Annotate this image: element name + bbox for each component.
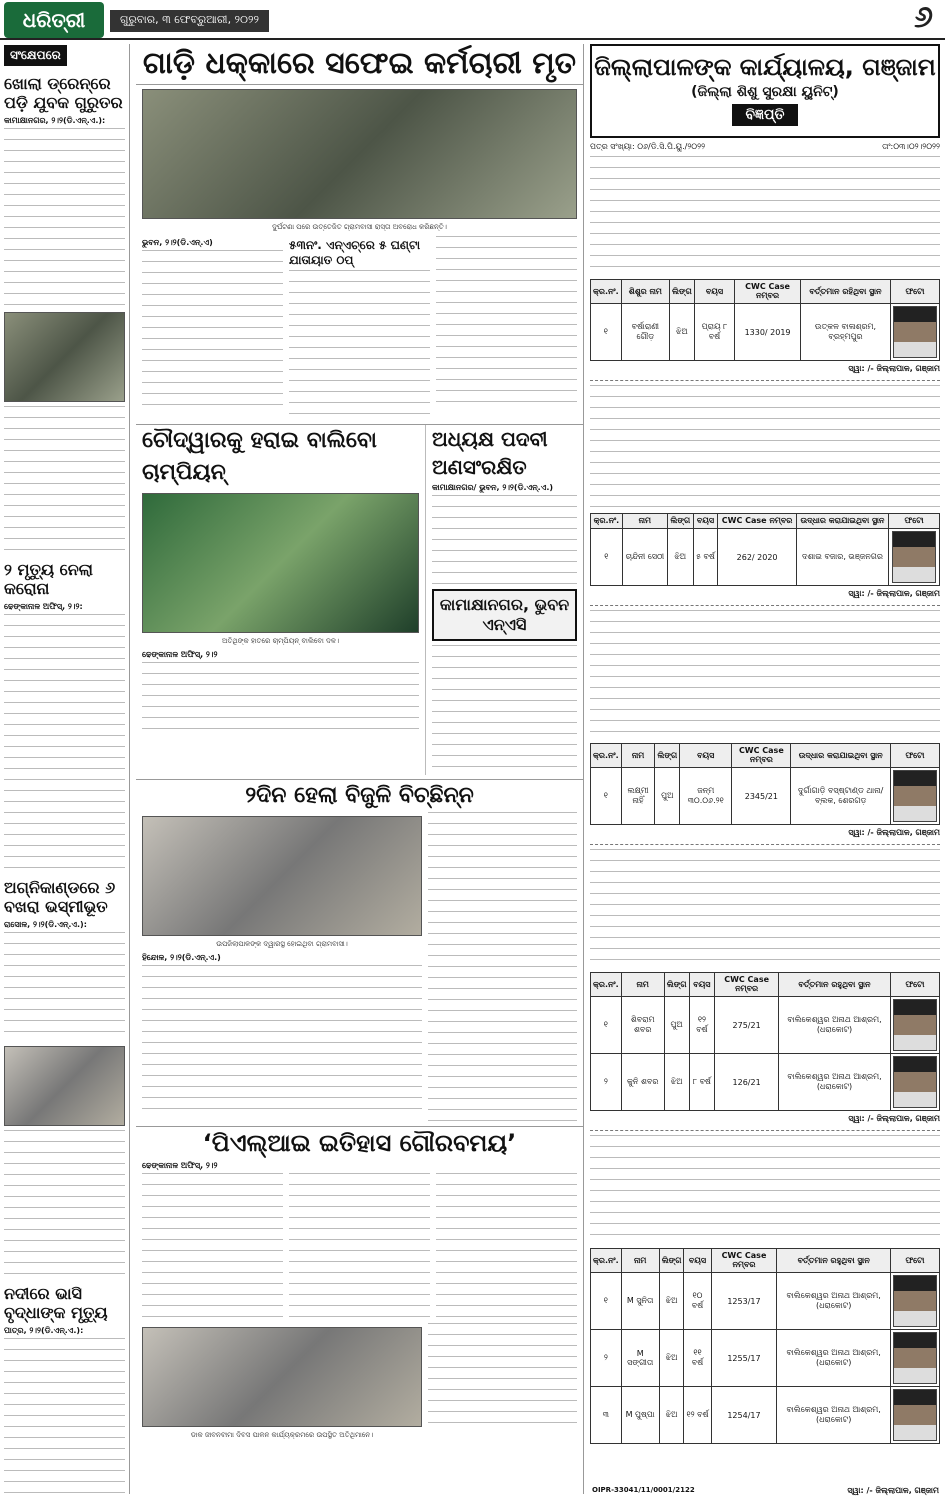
brief-2-dateline: ଢେଙ୍କାନାଳ ଅଫିସ୍‌, ୨।୨:	[4, 602, 83, 611]
photo-cell	[890, 997, 939, 1054]
table-cell: ଜନ୍ମ ୩୦.୦୬.୨୧	[680, 768, 732, 825]
table-row	[591, 529, 940, 586]
table-header-cell: ନାମ	[621, 744, 655, 768]
table-row	[591, 304, 940, 361]
table-cell: ଶିବରାମ ଶବର	[621, 997, 664, 1054]
photo-cell	[890, 1054, 939, 1111]
table-header-cell: ଲିଙ୍ଗ	[667, 514, 693, 529]
pli-dateline: ଢେଙ୍କାନାଳ ଅଫିସ୍‌, ୨।୨	[142, 1161, 218, 1170]
child-photo	[893, 306, 937, 358]
table-cell: ବର୍ଷାରାଣୀ ଗୌଡ଼	[621, 304, 669, 361]
child-photo	[893, 1332, 937, 1384]
photo-cell	[889, 529, 940, 586]
table-header-cell: ଶିଶୁର ନାମ	[621, 280, 669, 304]
brief-3-photo	[4, 1046, 125, 1126]
briefs-tag: ସଂକ୍ଷେପରେ	[4, 45, 67, 66]
table-row	[591, 1387, 940, 1444]
table-cell: ୩	[591, 1387, 622, 1444]
notice-sign-1: ସ୍ୱା: /- ଜିଲ୍ଲାପାଳ, ଗଞ୍ଜାମ	[848, 364, 940, 373]
table-header-cell: ବୟସ	[693, 514, 718, 529]
table-cell: ପ୍ରାୟ ୮ ବର୍ଷ	[694, 304, 734, 361]
brief-4-body	[4, 1338, 125, 1494]
chair-body-1	[432, 495, 577, 585]
table-header-cell: ବର୍ତ୍ତମାନ ରହୁଥିବା ସ୍ଥାନ	[777, 1249, 891, 1273]
brief-3-dateline: ରାସୋଳ, ୨।୨(ଡି.ଏନ୍‌.ଏ.):	[4, 920, 87, 929]
table-header-cell: ଲିଙ୍ଗ	[659, 1249, 684, 1273]
table-cell: 275/21	[715, 997, 779, 1054]
table-cell: M ସଙ୍ଗୀତା	[621, 1330, 659, 1387]
table-header-cell: CWC Case ନମ୍ବର	[732, 744, 791, 768]
table-row	[591, 1273, 940, 1330]
power-dateline: ହିନ୍ଦୋଳ, ୨।୨(ଡି.ଏନ୍‌.ଏ.)	[142, 953, 221, 962]
photo-cell	[890, 1273, 939, 1330]
sport-headline: ଚୌଦ୍ୱାରକୁ ହରାଇ ବାଲିବୋ ଚାମ୍ପିୟନ୍‌	[142, 428, 377, 485]
table-row	[591, 997, 940, 1054]
power-headline: ୨ଦିନ ହେଲା ବିଜୁଳି ବିଚ୍ଛିନ୍ନ	[245, 783, 474, 808]
table-header-cell: ଫଟୋ	[889, 514, 940, 529]
table-cell: ଝିଅ	[670, 304, 695, 361]
table-cell: ୧୦ ବର୍ଷ	[684, 1273, 711, 1330]
power-photo	[142, 816, 422, 936]
table-row	[591, 1330, 940, 1387]
child-table-2	[590, 513, 940, 586]
left-brief-column	[4, 44, 130, 1494]
table-cell: ୧୨ ବର୍ଷ	[689, 997, 715, 1054]
lead-body-1	[142, 250, 283, 410]
table-cell: ୮ ବର୍ଷ	[689, 1054, 715, 1111]
table-cell: 2345/21	[732, 768, 791, 825]
child-photo	[892, 531, 936, 583]
table-cell: କୁନି ଶବର	[621, 1054, 664, 1111]
lead-caption: ଦୁର୍ଘଟଣା ପରେ ଉତ୍ତେଜିତ ଗ୍ରାମବାସୀ ରାସ୍ତା ଅବରୋଧ କରିଛନ୍ତି।	[272, 223, 447, 231]
notice-ref-date: ତାଂ:୦୩।୦୨।୨୦୨୨	[882, 142, 940, 151]
notice-title: ଜିଲ୍ଲାପାଳଙ୍କ କାର୍ଯ୍ୟାଳୟ, ଗଞ୍ଜାମ	[594, 53, 936, 81]
table-header-cell: ଉଦ୍ଧାର କରାଯାଇଥିବା ସ୍ଥାନ	[796, 514, 888, 529]
collector-notice	[590, 44, 940, 1494]
notice-para-1	[590, 156, 940, 276]
table-header-cell: ଫଟୋ	[890, 973, 939, 997]
table-cell: ଝିଅ	[664, 1054, 689, 1111]
notice-para-4	[590, 849, 940, 969]
notice-sign-2: ସ୍ୱା: /- ଜିଲ୍ଲାପାଳ, ଗଞ୍ଜାମ	[848, 589, 940, 598]
notice-separator	[590, 380, 940, 381]
table-cell: 262/ 2020	[718, 529, 796, 586]
table-header-cell: CWC Case ନମ୍ବର	[711, 1249, 777, 1273]
child-photo	[893, 999, 937, 1051]
table-header-cell: ଲିଙ୍ଗ	[655, 744, 680, 768]
lead-headline: ଗାଡ଼ି ଧକ୍କାରେ ସଫେଇ କର୍ମଚାରୀ ମୃତ	[136, 44, 583, 85]
table-header-cell: କ୍ର.ନଂ.	[591, 514, 623, 529]
issue-date: ଗୁରୁବାର, ୩ ଫେବ୍ରୁଆରୀ, ୨୦୨୨	[110, 10, 269, 32]
oipr-code: OIPR-33041/11/0001/2122	[592, 1486, 695, 1494]
table-cell: ବାଲିକେଶ୍ୱର ଅନାଥ ଆଶ୍ରମ, (ଧରାକୋଟ)	[778, 997, 890, 1054]
brief-3-body	[4, 932, 125, 1042]
chair-dateline: କାମାକ୍ଷାନଗର/ ଭୁବନ, ୨।୨(ଡି.ଏନ୍‌.ଏ.)	[432, 483, 554, 492]
table-cell: ଝିଅ	[659, 1387, 684, 1444]
masthead	[0, 0, 945, 40]
brief-1-dateline: କାମାକ୍ଷାନଗର, ୨।୨(ଡି.ଏନ୍‌.ଏ.):	[4, 116, 106, 125]
table-header-cell: ନାମ	[622, 514, 667, 529]
table-header-cell: ବୟସ	[680, 744, 732, 768]
notice-separator	[590, 844, 940, 845]
notice-para-5	[590, 1135, 940, 1245]
pli-body-4	[428, 1323, 577, 1433]
table-cell: ୧	[591, 768, 622, 825]
table-cell: ୧	[591, 997, 622, 1054]
power-body-2	[428, 812, 577, 1122]
table-header-cell: ନାମ	[621, 1249, 659, 1273]
table-cell: 1254/17	[711, 1387, 777, 1444]
table-header-cell: ଫଟୋ	[890, 280, 939, 304]
table-header-cell: ବର୍ତ୍ତମାନ ରହୁଥିବା ସ୍ଥାନ	[778, 973, 890, 997]
sport-caption: ଅତିଥିଙ୍କ ହାତରେ ଚାମ୍ପିୟନ୍‌ ବାଲିବୋ ଦଳ।	[221, 637, 340, 645]
table-header-cell: କ୍ର.ନଂ.	[591, 973, 622, 997]
pli-body-1	[142, 1173, 283, 1323]
photo-cell	[890, 768, 939, 825]
table-cell: ବାଲିକେଶ୍ୱର ଅନାଥ ଆଶ୍ରମ, (ଧରାକୋଟ)	[778, 1054, 890, 1111]
table-header-cell: କ୍ର.ନଂ.	[591, 280, 622, 304]
table-cell: ୨	[591, 1330, 622, 1387]
middle-news-column	[136, 44, 584, 1494]
table-header-cell: କ୍ର.ନଂ.	[591, 744, 622, 768]
sport-photo	[142, 493, 419, 633]
notice-ref-number: ପତ୍ର ସଂଖ୍ୟା: ୦୬/ଡି.ସି.ପି.ୟୁ./୨୦୨୨	[590, 142, 706, 151]
notice-separator	[590, 605, 940, 606]
brief-2-body	[4, 614, 125, 874]
brief-1-photo	[4, 312, 125, 402]
table-header-cell: CWC Case ନମ୍ବର	[715, 973, 779, 997]
child-table-4	[590, 972, 940, 1111]
table-cell: 1253/17	[711, 1273, 777, 1330]
table-cell: 1330/ 2019	[735, 304, 801, 361]
chair-subhead: କାମାକ୍ଷାନଗର, ଭୁବନ ଏନ୍‌ଏସି	[432, 589, 577, 641]
notice-para-2	[590, 385, 940, 510]
pli-photo	[142, 1327, 422, 1427]
table-header-cell: ବୟସ	[694, 280, 734, 304]
table-cell: ବାଲିକେଶ୍ୱର ଅନାଥ ଆଶ୍ରମ, (ଧରାକୋଟ)	[777, 1330, 891, 1387]
child-photo	[893, 1056, 937, 1108]
table-header-cell: ଉଦ୍ଧାର କରାଯାଇଥିବା ସ୍ଥାନ	[791, 744, 891, 768]
table-header-cell: ବୟସ	[684, 1249, 711, 1273]
table-header-cell: ଫଟୋ	[890, 744, 939, 768]
notice-badge: ବିଜ୍ଞପ୍ତି	[732, 104, 799, 126]
brief-1-body-cont	[4, 406, 125, 556]
lead-dateline: ଭୁବନ, ୨।୨(ଡି.ଏନ୍‌.ଏ)	[142, 238, 213, 247]
table-header-cell: ବୟସ	[689, 973, 715, 997]
notice-subtitle: (ଜିଲ୍ଲା ଶିଶୁ ସୁରକ୍ଷା ୟୁନିଟ୍‌)	[691, 84, 839, 100]
table-cell: ବାଲିକେଶ୍ୱର ଅନାଥ ଆଶ୍ରମ, (ଧରାକୋଟ)	[777, 1387, 891, 1444]
child-table-1	[590, 279, 940, 361]
table-cell: ୨	[591, 1054, 622, 1111]
table-header-cell: ବର୍ତ୍ତମାନ ରହିଥିବା ସ୍ଥାନ	[800, 280, 890, 304]
pli-body-2	[289, 1173, 430, 1323]
table-cell: 126/21	[715, 1054, 779, 1111]
brief-4-title: ନଦୀରେ ଭାସି ବୃଦ୍ଧାଙ୍କ ମୃତ୍ୟୁ	[4, 1284, 108, 1322]
table-header-cell: CWC Case ନମ୍ବର	[718, 514, 796, 529]
table-cell: ୧	[591, 529, 623, 586]
photo-cell	[890, 1330, 939, 1387]
table-cell: ପୁଅ	[655, 768, 680, 825]
table-cell: 1255/17	[711, 1330, 777, 1387]
table-cell: ପୁଅ	[664, 997, 689, 1054]
child-photo	[893, 1389, 937, 1441]
brief-2-title: ୨ ମୃତ୍ୟୁ ନେଲା କରୋନା	[4, 560, 93, 598]
notice-para-3	[590, 610, 940, 740]
table-cell: ଦଶାଇ ବଜାର, ଭଞ୍ଜନଗର	[796, 529, 888, 586]
table-header-cell: କ୍ର.ନଂ.	[591, 1249, 622, 1273]
table-cell: ୧୨ ବର୍ଷ	[684, 1387, 711, 1444]
sport-body	[142, 662, 419, 732]
table-cell: ୫ ବର୍ଷ	[693, 529, 718, 586]
table-header-cell: ନାମ	[621, 973, 664, 997]
table-cell: ଲକ୍ଷ୍ମୀ ନାହିଁ	[621, 768, 655, 825]
lead-photo	[142, 89, 577, 219]
table-cell: ଦୁର୍ଗାଗାଡ଼ି ବସ୍‌ଷ୍ଟାଣ୍ଡ ଥାନା/ବ୍ଲକ, ଶେରଗଡ଼	[791, 768, 891, 825]
notice-sign-4: ସ୍ୱା: /- ଜିଲ୍ଲାପାଳ, ଗଞ୍ଜାମ	[848, 1114, 940, 1123]
table-cell: ବାଲିକେଶ୍ୱର ଅନାଥ ଆଶ୍ରମ, (ଧରାକୋଟ)	[777, 1273, 891, 1330]
table-cell: ଚାନ୍ଦିନୀ ସେଠୀ	[622, 529, 667, 586]
brief-1-title: ଖୋଲା ଡ୍ରେନ୍‌ରେ ପଡ଼ି ଯୁବକ ଗୁରୁତର	[4, 74, 123, 112]
table-cell: ୧୧ ବର୍ଷ	[684, 1330, 711, 1387]
notice-header	[590, 44, 940, 138]
newspaper-logo: ଧରିତ୍ରୀ	[4, 2, 104, 38]
power-caption: ଉପଜିଲାପାଳଙ୍କ ଦ୍ୱାରସ୍ଥ ହୋଇଥିବା ଗ୍ରାମବାସୀ।	[216, 940, 348, 948]
brief-4-dateline: ପାତ୍ର, ୨।୨(ଡି.ଏନ୍‌.ଏ.):	[4, 1326, 84, 1335]
table-header-cell: ଲିଙ୍ଗ	[670, 280, 695, 304]
table-cell: M ସୁନିତା	[621, 1273, 659, 1330]
brief-3-body-cont	[4, 1130, 125, 1280]
table-header-cell: CWC Case ନମ୍ବର	[735, 280, 801, 304]
table-header-cell: ଲିଙ୍ଗ	[664, 973, 689, 997]
notice-separator	[590, 1130, 940, 1131]
sport-dateline: ଢେଙ୍କାନାଳ ଅଫିସ୍‌, ୨।୨	[142, 650, 218, 659]
pli-caption: ଡାକ ଜୀବନବୀମା ଦିବସ ପାଳନ କାର୍ଯ୍ୟକ୍ରମରେ ଉପସ୍ଥିତ ଅତିଥିମାନେ।	[190, 1431, 374, 1439]
pli-headline: ‘ପିଏଲ୍‌ଆଇ ଇତିହାସ ଗୌରବମୟ’	[202, 1129, 517, 1157]
lead-body-3	[436, 236, 577, 408]
table-cell: ଉତ୍କଳ ବାଳାଶ୍ରମ, ବ୍ରହ୍ମପୁର	[800, 304, 890, 361]
photo-cell	[890, 1387, 939, 1444]
child-table-3	[590, 743, 940, 825]
brief-3-title: ଅଗ୍ନିକାଣ୍ଡରେ ୬ ବଖରା ଭସ୍ମୀଭୂତ	[4, 878, 116, 916]
notice-sign-3: ସ୍ୱା: /- ଜିଲ୍ଲାପାଳ, ଗଞ୍ଜାମ	[848, 828, 940, 837]
table-cell: ୧	[591, 1273, 622, 1330]
chair-body-2	[432, 645, 577, 775]
table-cell: M ପୁଷ୍ପା	[621, 1387, 659, 1444]
table-cell: ଝିଅ	[659, 1273, 684, 1330]
lead-subhead: ୫୩ନଂ. ଏନ୍‌ଏଚ୍‌ରେ ୫ ଘଣ୍ଟା ଯାତାୟାତ ଠପ୍‌	[289, 238, 421, 267]
table-header-cell: ଫଟୋ	[890, 1249, 939, 1273]
masthead-rule	[0, 38, 945, 40]
page-number: ୬	[914, 0, 933, 35]
child-photo	[893, 1275, 937, 1327]
table-cell: ୧	[591, 304, 622, 361]
power-body-1	[142, 965, 422, 1115]
table-cell: ଝିଅ	[667, 529, 693, 586]
table-cell: ଝିଅ	[659, 1330, 684, 1387]
table-row	[591, 1054, 940, 1111]
photo-cell	[890, 304, 939, 361]
lead-body-2	[289, 270, 430, 420]
table-row	[591, 768, 940, 825]
pli-body-3	[436, 1173, 577, 1323]
notice-sign-5: ସ୍ୱା: /- ଜିଲ୍ଲାପାଳ, ଗଞ୍ଜାମ	[847, 1486, 939, 1495]
brief-1-body	[4, 128, 125, 308]
child-table-5	[590, 1248, 940, 1444]
chair-headline: ଅଧ୍ୟକ୍ଷ ପଦବୀ ଅଣସଂରକ୍ଷିତ	[432, 427, 548, 479]
child-photo	[893, 770, 937, 822]
